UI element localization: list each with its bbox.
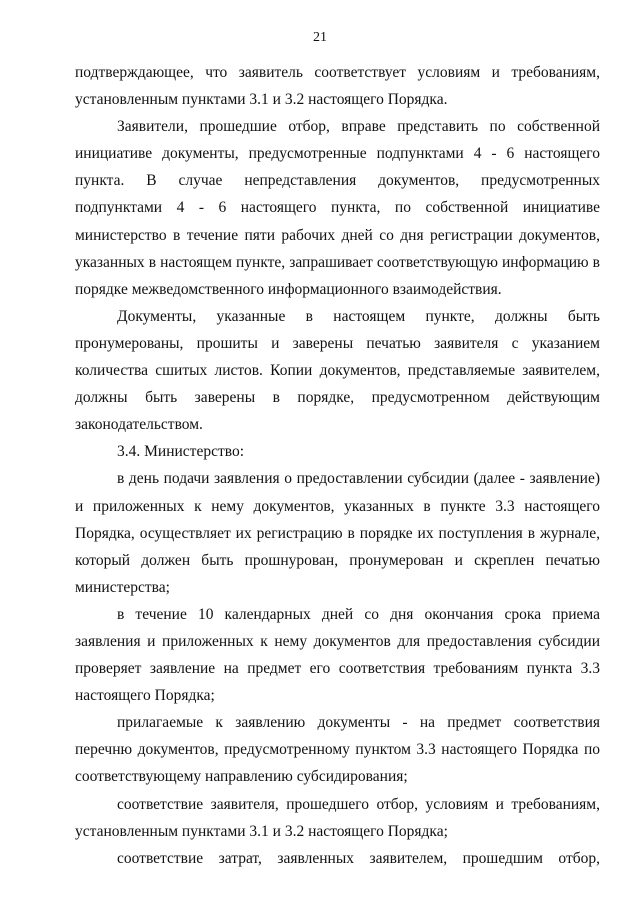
- document-body: [75, 59, 600, 872]
- paragraph-continuation: подтверждающее, что заявитель соответствует условиям и требованиям, установленным пунктами 3.1 и 3.2 настоящего Порядка.: [75, 64, 600, 109]
- paragraph-registration: в день подачи заявления о предоставлении субсидии (далее - заявление) и приложенных к нему документов, указанных в пункте 3.3 настоящего Порядка, осуществляет их регистрацию в порядке их поступления в журнале, который должен быть прошнурован, пронумерован и скреплен печатью министерства;: [75, 470, 600, 596]
- paragraph-verification-period: в течение 10 календарных дней со дня окончания срока приема заявления и приложенных к нему документов для предоставления субсидии проверяет заявление на предмет его соответствия требованиям пункта 3.3 настоящего Порядка;: [75, 605, 600, 705]
- paragraph-documents-certification: Документы, указанные в настоящем пункте, должны быть пронумерованы, прошиты и заверены печатью заявителя с указанием количества сшитых листов. Копии документов, представляемые заявителем, должны быть заверены в порядке, предусмотренном действующим законодательством.: [75, 307, 600, 434]
- section-heading-3-4: 3.4. Министерство:: [117, 443, 244, 461]
- paragraph-applicant-compliance: соответствие заявителя, прошедшего отбор, условиям и требованиям, установленным пунктами 3.1 и 3.2 настоящего Порядка;: [75, 795, 600, 840]
- paragraph-attached-documents: прилагаемые к заявлению документы - на предмет соответствия перечню документов, предусмотренному пунктом 3.3 настоящего Порядка по соответствующему направлению субсидирования;: [75, 714, 600, 786]
- paragraph-applicants-documents: Заявители, прошедшие отбор, вправе представить по собственной инициативе документы, предусмотренные подпунктами 4 - 6 настоящего пункта. В случае непредставления документов, предусмотренных подпунктами 4 - 6 настоящего пункта, по собственной инициативе министерство в течение пяти рабочих дней со дня регистрации документов, указанных в настоящем пункте, запрашивает соответствующую информацию в порядке межведомственного информационного взаимодействия.: [75, 118, 600, 298]
- paragraph-costs-compliance: соответствие затрат, заявленных заявителем, прошедшим отбор,: [117, 849, 600, 867]
- page-number: 21: [313, 30, 327, 45]
